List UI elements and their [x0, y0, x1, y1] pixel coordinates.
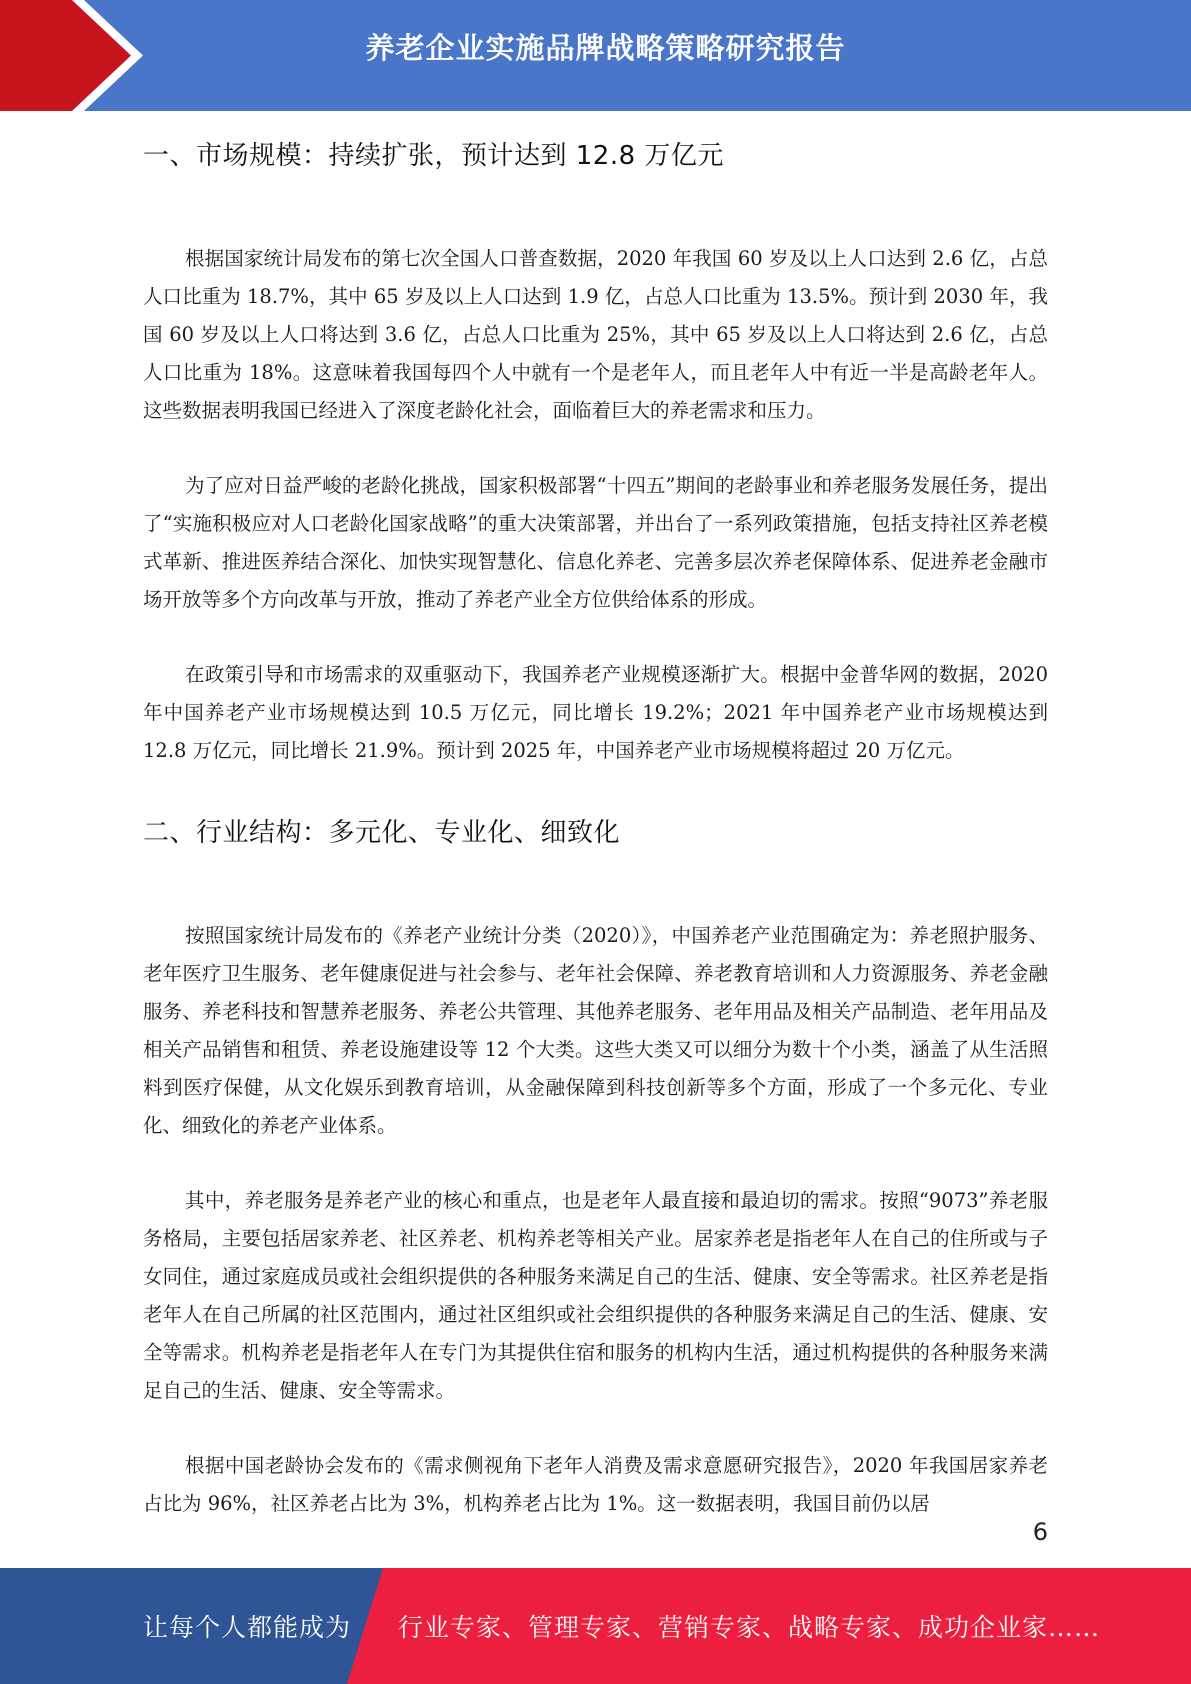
- paragraph: 在政策引导和市场需求的双重驱动下，我国养老产业规模逐渐扩大。根据中金普华网的数据，2020 年中国养老产业市场规模达到 10.5 万亿元，同比增长 19.2%；2021 年中国养老产业市场规模达到 12.8 万亿元，同比增长 21.9%。预计到 2025 年，中国养老产业市场规模将超过 20 万亿元。: [143, 663, 1048, 762]
- page-footer: [0, 1568, 1191, 1684]
- paragraph: 其中，养老服务是养老产业的核心和重点，也是老年人最直接和最迫切的需求。按照“9073”养老服务格局，主要包括居家养老、社区养老、机构养老等相关产业。居家养老是指老年人在自己的住所或与子女同住，通过家庭成员或社会组织提供的各种服务来满足自己的生活、健康、安全等需求。社区养老是指老年人在自己所属的社区范围内，通过社区组织或社会组织提供的各种服务来满足自己的生活、健康、安全等需求。机构养老是指老年人在专门为其提供住宿和服务的机构内生活，通过机构提供的各种服务来满足自己的生活、健康、安全等需求。: [143, 1189, 1048, 1402]
- footer-slogan-left: 让每个人都能成为: [143, 1613, 352, 1642]
- page-header: [0, 0, 1191, 111]
- page-number: 6: [1032, 1518, 1048, 1546]
- paragraph: 按照国家统计局发布的《养老产业统计分类（2020）》，中国养老产业范围确定为：养老照护服务、老年医疗卫生服务、老年健康促进与社会参与、老年社会保障、养老教育培训和人力资源服务、养老金融服务、养老科技和智慧养老服务、养老公共管理、其他养老服务、老年用品及相关产品制造、老年用品及相关产品销售和租赁、养老设施建设等 12 个大类。这些大类又可以细分为数十个小类，涵盖了从生活照料到医疗保健，从文化娱乐到教育培训，从金融保障到科技创新等多个方面，形成了一个多元化、专业化、细致化的养老产业体系。: [143, 924, 1048, 1137]
- section-heading-industry-structure: 二、行业结构：多元化、专业化、细致化: [143, 818, 621, 848]
- paragraph: 根据国家统计局发布的第七次全国人口普查数据，2020 年我国 60 岁及以上人口达到 2.6 亿，占总人口比重为 18.7%，其中 65 岁及以上人口达到 1.9 亿，占总人口比重为 13.5%。预计到 2030 年，我国 60 岁及以上人口将达到 3.6 亿，占总人口比重为 25%，其中 65 岁及以上人口将达到 2.6 亿，占总人口比重为 18%。这意味着我国每四个人中就有一个是老年人，而且老年人中有近一半是高龄老年人。这些数据表明我国已经进入了深度老龄化社会，面临着巨大的养老需求和压力。: [143, 247, 1048, 422]
- section-heading-market-size: 一、市场规模：持续扩张，预计达到 12.8 万亿元: [143, 141, 724, 171]
- footer-slogan-right: 行业专家、管理专家、营销专家、战略专家、成功企业家……: [398, 1613, 1101, 1642]
- paragraph: 根据中国老龄协会发布的《需求侧视角下老年人消费及需求意愿研究报告》，2020 年我国居家养老占比为 96%，社区养老占比为 3%，机构养老占比为 1%。这一数据表明，我国目前仍以居: [143, 1454, 1048, 1515]
- main-content: [143, 118, 1048, 1523]
- paragraph: 为了应对日益严峻的老龄化挑战，国家积极部署“十四五”期间的老龄事业和养老服务发展任务，提出了“实施积极应对人口老龄化国家战略”的重大决策部署，并出台了一系列政策措施，包括支持社区养老模式革新、推进医养结合深化、加快实现智慧化、信息化养老、完善多层次养老保障体系、促进养老金融市场开放等多个方向改革与开放，推动了养老产业全方位供给体系的形成。: [143, 474, 1048, 611]
- report-title: 养老企业实施品牌战略策略研究报告: [365, 31, 846, 65]
